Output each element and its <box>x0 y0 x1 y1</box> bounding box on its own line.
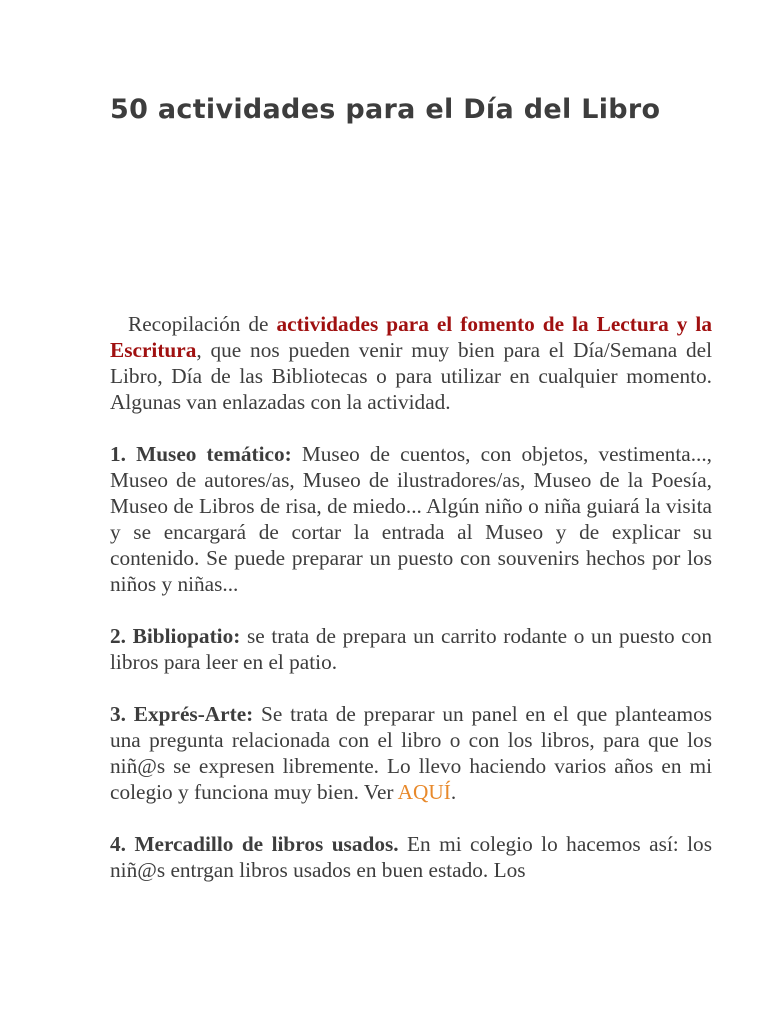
item-title: Mercadillo de libros usados. <box>134 832 399 856</box>
aqui-link[interactable]: AQUÍ <box>397 780 451 804</box>
item-number: 3. <box>110 702 126 726</box>
list-item <box>110 701 712 805</box>
item-text-after: . <box>450 780 457 804</box>
item-text: En mi colegio lo hacemos así: los niñ@s entrgan libros usados en buen estado. Los <box>110 832 712 882</box>
intro-text-after: , que nos pueden venir muy bien para el Día/Semana del Libro, Día de las Bibliotecas o para utilizar en cualquier momento. Algunas van enlazadas con la actividad. <box>110 338 712 414</box>
item-title: Exprés-Arte: <box>133 702 254 726</box>
intro-highlight: actividades para el fomento de la Lectura y la Escritura <box>110 312 712 362</box>
item-text: Museo de cuentos, con objetos, vestimenta..., Museo de autores/as, Museo de ilustradores/as, Museo de la Poesía, Museo de Libros de risa, de miedo... Algún niño o niña guiará la visita y se encargará de cortar la entrada al Museo y de explicar su contenido. Se puede preparar un puesto con souvenirs hechos por los niños y niñas... <box>110 442 712 596</box>
list-item <box>110 441 712 597</box>
list-item <box>110 831 712 883</box>
intro-text-before: Recopilación de <box>128 312 277 336</box>
item-title: Museo temático: <box>136 442 292 466</box>
intro-paragraph <box>110 311 712 415</box>
item-text: Se trata de preparar un panel en el que planteamos una pregunta relacionada con el libro o con los libros, para que los niñ@s se expresen libremente. Lo llevo haciendo varios años en mi colegio y funciona muy bien. Ver <box>110 702 713 804</box>
item-text: se trata de prepara un carrito rodante o un puesto con libros para leer en el patio. <box>110 624 712 674</box>
item-number: 2. <box>110 624 126 648</box>
page-title: 50 actividades para el Día del Libro <box>110 94 661 125</box>
item-number: 1. <box>110 442 126 466</box>
document-body <box>110 311 712 909</box>
item-title: Bibliopatio: <box>132 624 241 648</box>
item-number: 4. <box>110 832 126 856</box>
list-item <box>110 623 712 675</box>
